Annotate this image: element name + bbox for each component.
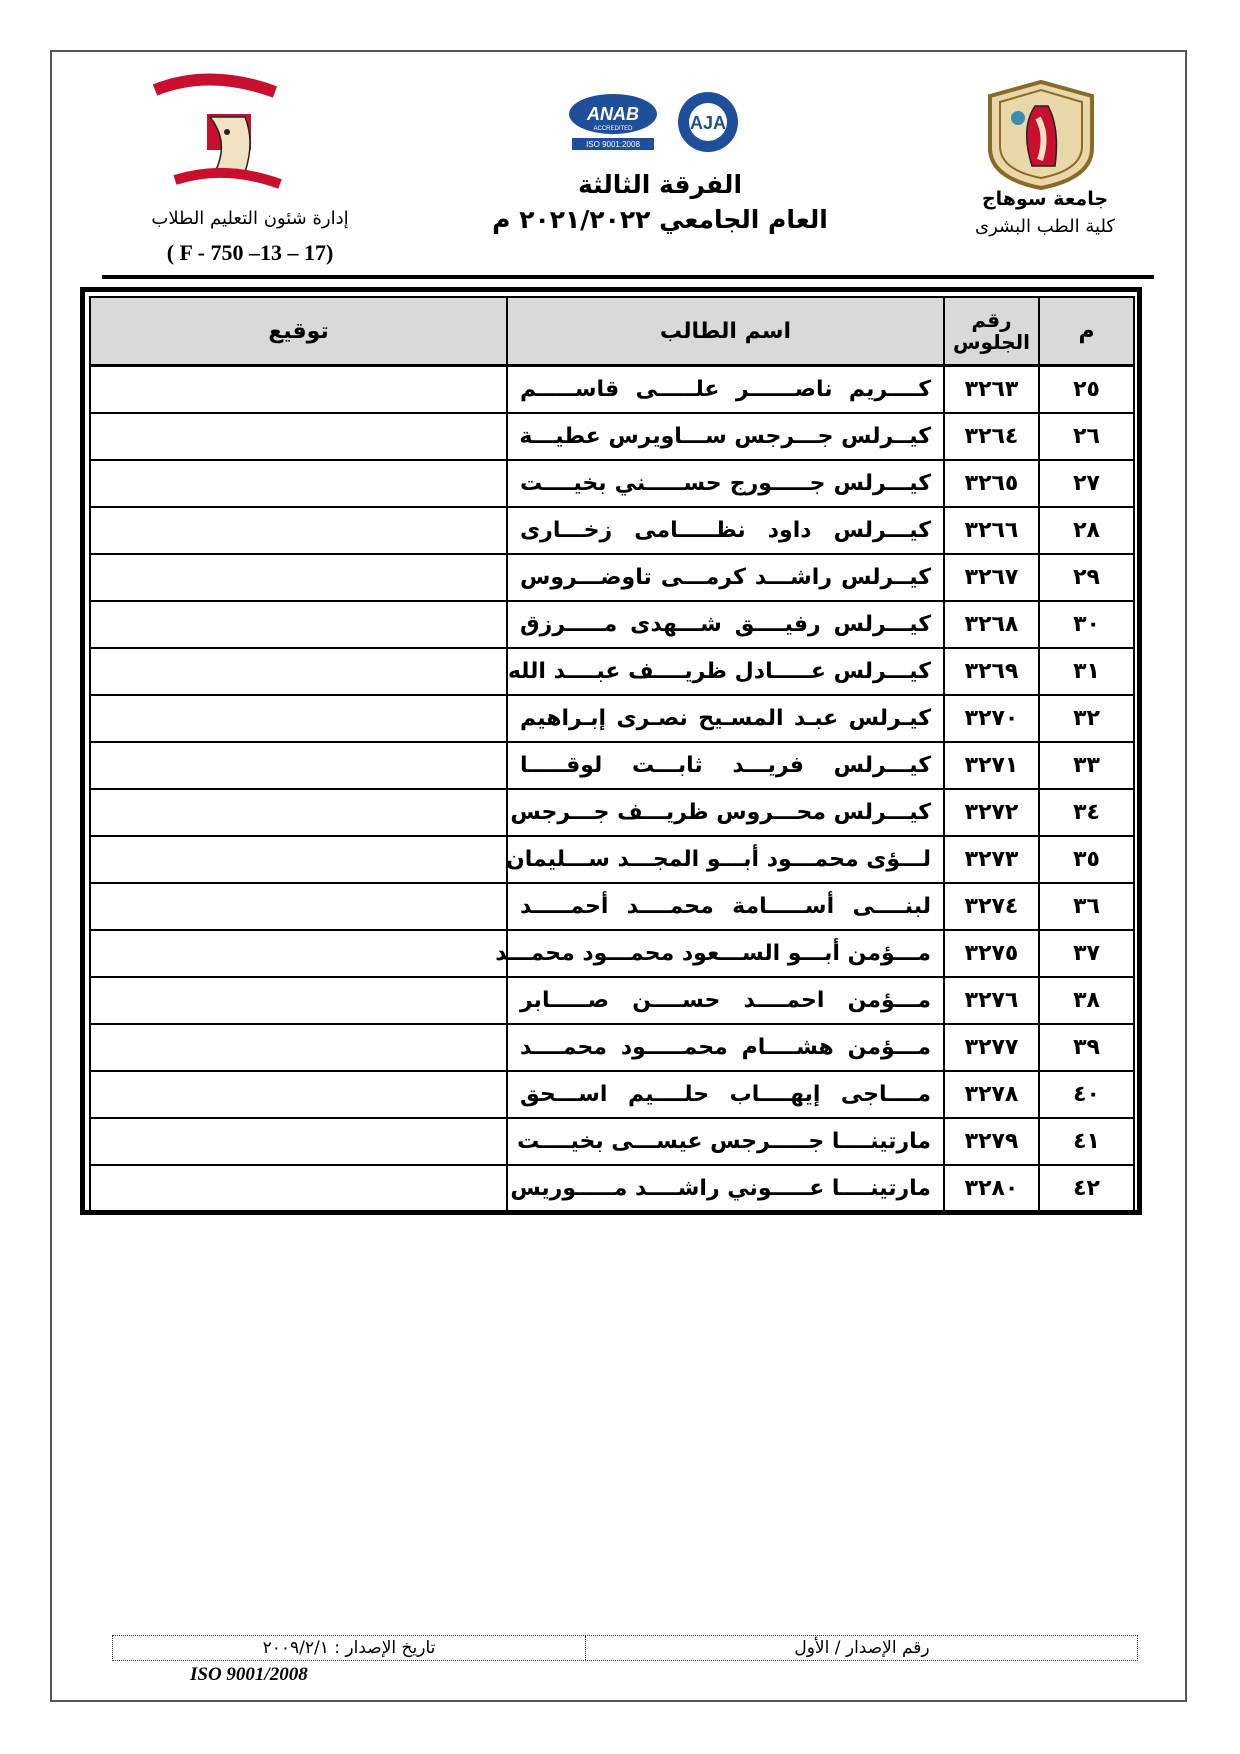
signature-cell [90,930,507,977]
anab-logo [566,90,661,154]
row-number: ٤٠ [1039,1071,1134,1118]
signature-cell [90,789,507,836]
row-number: ٣٧ [1039,930,1134,977]
student-name: مــــاجى إيهــــاب حلــــيم اســـحق [507,1071,944,1118]
student-name: لبنــــى أســـــامة محمــــد أحمـــــد [507,883,944,930]
signature-cell [90,1165,507,1212]
table-row [90,1118,1134,1165]
signature-cell [90,836,507,883]
student-name: كيـــرلس محـــروس ظريـــف جـــرجس [507,789,944,836]
seat-number: ٣٢٧٥ [944,930,1039,977]
signature-cell [90,742,507,789]
faculty-logo [115,72,315,200]
department-name: إدارة شئون التعليم الطلاب [151,208,349,229]
table-row [90,789,1134,836]
form-code: ( F - 750 –13 – 17) [166,240,334,265]
row-number: ٣٦ [1039,883,1134,930]
header-rule [102,275,1154,279]
student-table [80,287,1142,1215]
seat-number: ٣٢٧٤ [944,883,1039,930]
signature-cell [90,695,507,742]
table-row [90,1024,1134,1071]
row-number: ٣١ [1039,648,1134,695]
faculty-name: كلية الطب البشرى [975,216,1115,237]
table-row [90,742,1134,789]
seat-number: ٣٢٧٠ [944,695,1039,742]
student-name: مـــؤمن أبـــو الســـعود محمـــود محمـــد [507,930,944,977]
signature-cell [90,1024,507,1071]
student-name: كــــريم ناصــــــر علـــــى قاســـــم [507,366,944,414]
seat-number: ٣٢٧٣ [944,836,1039,883]
table-row [90,836,1134,883]
table-row [90,930,1134,977]
col-signature: توقيع [90,297,507,366]
table-header-row [90,297,1134,366]
student-name: مارتينــــا جـــــرجس عيســـى بخيــــت [507,1118,944,1165]
row-number: ٢٨ [1039,507,1134,554]
table-row [90,883,1134,930]
student-name: كيــرلس راشـــد كرمـــى تاوضـــروس [507,554,944,601]
row-number: ٣٤ [1039,789,1134,836]
col-name: اسم الطالب [507,297,944,366]
student-name: كيـــرلس عـــــادل ظريــــف عبــــد الله [507,648,944,695]
signature-cell [90,1118,507,1165]
student-name: مـــؤمن هشــــام محمـــــود محمــــد [507,1024,944,1071]
table-row [90,601,1134,648]
student-name: لـــؤى محمـــود أبـــو المجـــد ســـليمان [507,836,944,883]
row-number: ٢٧ [1039,460,1134,507]
row-number: ٣٢ [1039,695,1134,742]
row-number: ٣٥ [1039,836,1134,883]
student-name: كيـــرلس فريـــد ثابـــت لوقـــــا [507,742,944,789]
row-number: ٣٩ [1039,1024,1134,1071]
table-row [90,366,1134,414]
signature-cell [90,554,507,601]
seat-number: ٣٢٦٨ [944,601,1039,648]
table-row [90,507,1134,554]
issue-date: تاريخ الإصدار : ٢٠٠٩/٢/١ [262,1638,436,1658]
table-row [90,554,1134,601]
col-seat: رقم الجلوس [944,297,1039,366]
table-row [90,1165,1134,1212]
student-name: مارتينــــا عـــــوني راشــــد مـــــوريس [507,1165,944,1212]
seat-number: ٣٢٧٨ [944,1071,1039,1118]
row-number: ٤١ [1039,1118,1134,1165]
signature-cell [90,883,507,930]
signature-cell [90,413,507,460]
row-number: ٢٩ [1039,554,1134,601]
signature-cell [90,648,507,695]
footer-box [112,1635,1138,1661]
student-name: كيـــرلس داود نظـــــامى زخـــارى [507,507,944,554]
seat-number: ٣٢٨٠ [944,1165,1039,1212]
signature-cell [90,460,507,507]
anab-text: ANAB [587,104,639,124]
row-number: ٤٢ [1039,1165,1134,1212]
student-name: كيــرلس جـــرجس ســـاويرس عطيـــة [507,413,944,460]
row-number: ٢٦ [1039,413,1134,460]
signature-cell [90,507,507,554]
row-number: ٣٣ [1039,742,1134,789]
signature-cell [90,601,507,648]
aja-logo [668,90,754,154]
seat-number: ٣٢٦٦ [944,507,1039,554]
table-row [90,648,1134,695]
student-name: كيـرلس عبـد المسـيح نصـرى إبـراهيم [507,695,944,742]
signature-cell [90,366,507,414]
table-row [90,413,1134,460]
seat-number: ٣٢٦٧ [944,554,1039,601]
signature-cell [90,1071,507,1118]
student-name: كيـــرلس جـــــورج حســـــني بخيــــت [507,460,944,507]
student-name: كيـــرلس رفيــــق شـــهدى مـــــرزق [507,601,944,648]
university-name: جامعة سوهاج [981,188,1109,210]
seat-number: ٣٢٦٥ [944,460,1039,507]
iso-label: ISO 9001/2008 [190,1664,308,1685]
signature-cell [90,977,507,1024]
aja-text: AJA [689,113,727,133]
seat-number: ٣٢٦٩ [944,648,1039,695]
seat-number: ٣٢٧٧ [944,1024,1039,1071]
table-row [90,695,1134,742]
table-row [90,1071,1134,1118]
student-name: مـــؤمن احمــــد حســــن صـــــابر [507,977,944,1024]
university-seal [980,78,1102,190]
anab-accredited-text: ACCREDITED [593,126,633,132]
seat-number: ٣٢٦٣ [944,366,1039,414]
anab-iso-text: ISO 9001:2008 [586,140,640,149]
class-title: الفرقة الثالثة [577,170,743,199]
seat-number: ٣٢٧٦ [944,977,1039,1024]
row-number: ٣٨ [1039,977,1134,1024]
seat-number: ٣٢٦٤ [944,413,1039,460]
issue-number: رقم الإصدار / الأول [794,1638,930,1658]
seat-number: ٣٢٧٩ [944,1118,1039,1165]
row-number: ٣٠ [1039,601,1134,648]
col-num: م [1039,297,1134,366]
row-number: ٢٥ [1039,366,1134,414]
seat-number: ٣٢٧١ [944,742,1039,789]
academic-year: العام الجامعي ٢٠٢١/٢٠٢٢ م [492,205,828,234]
seat-number: ٣٢٧٢ [944,789,1039,836]
table-row [90,977,1134,1024]
table-row [90,460,1134,507]
